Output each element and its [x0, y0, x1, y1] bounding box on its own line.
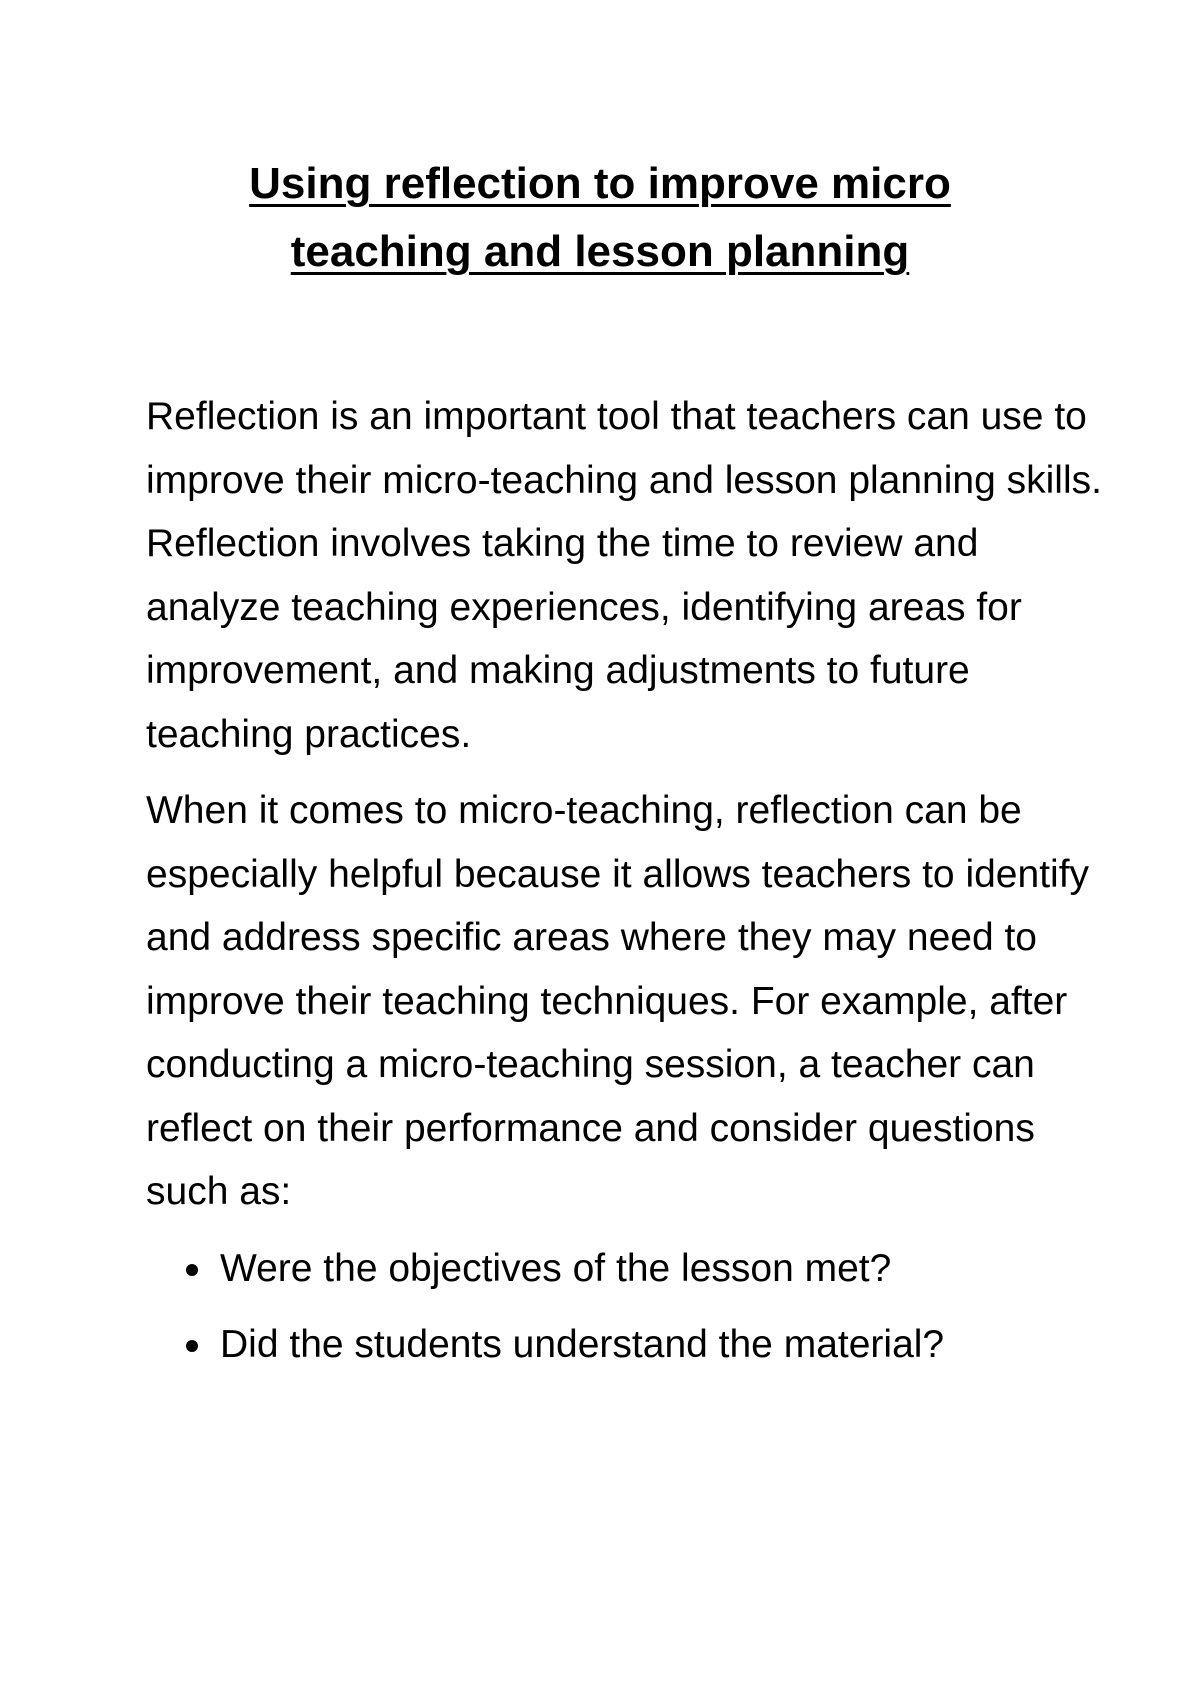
question-list [146, 1237, 1106, 1377]
list-item [146, 1237, 1106, 1301]
document-title [150, 150, 1050, 286]
list-item-text: Did the students understand the material? [220, 1323, 945, 1366]
bullet-dot-icon [186, 1264, 198, 1276]
list-item [146, 1313, 1106, 1377]
list-item-text: Were the objectives of the lesson met? [220, 1246, 892, 1290]
document-body [146, 385, 1106, 1377]
paragraph-micro-teaching: When it comes to micro-teaching, reflection can be especially helpful because it allows teachers to identify and address specific areas where they may need to improve their teaching techniques. For example, after conducting a micro-teaching session, a teacher can reflect on their performance and consider questions such as: [146, 789, 1090, 1213]
title-line-2: teaching and lesson planning [290, 227, 910, 276]
bullet-dot-icon [186, 1340, 198, 1352]
title-line-1: Using reflection to improve micro [249, 159, 951, 208]
paragraph-intro: Reflection is an important tool that teachers can use to improve their micro-teaching and lesson planning skills. Reflection involves taking the time to review and analyze teaching experiences, identifying areas for improvement, and making adjustments to future teaching practices. [146, 395, 1102, 756]
